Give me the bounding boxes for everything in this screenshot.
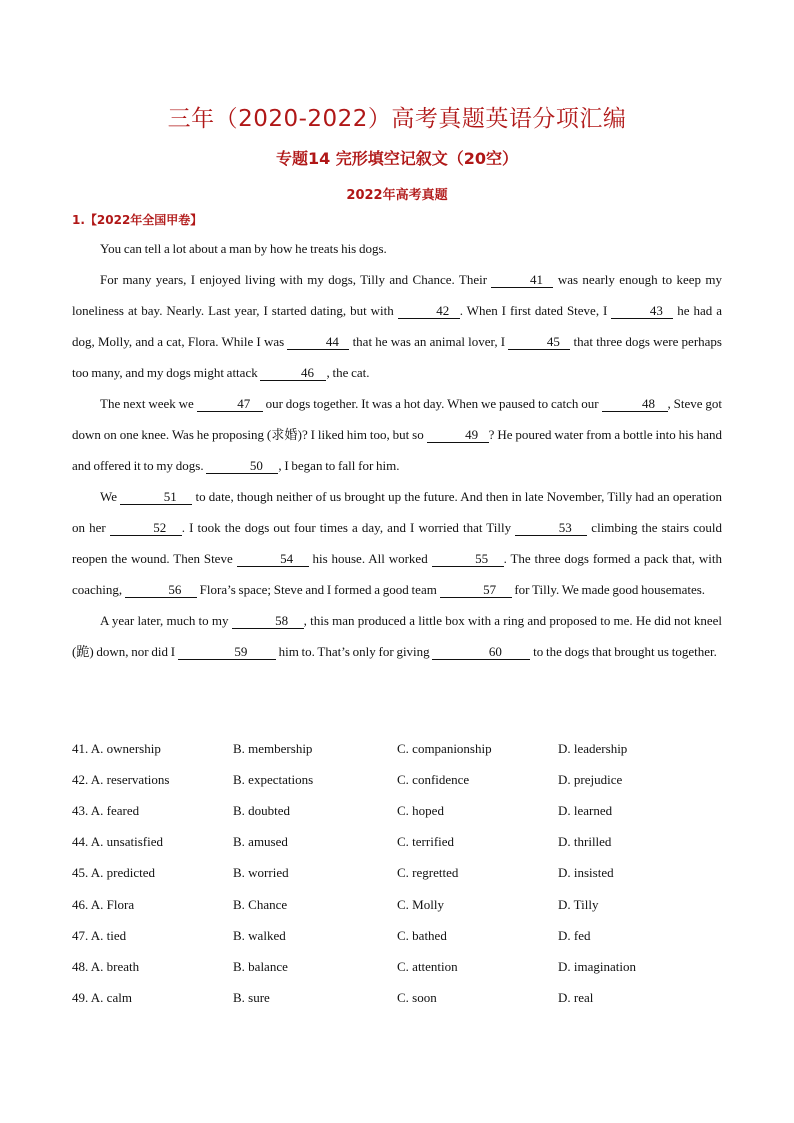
option-d[interactable]: D. real xyxy=(558,990,594,1006)
option-d[interactable]: D. Tilly xyxy=(558,896,599,912)
blank-47[interactable]: 47 xyxy=(197,397,263,412)
option-c[interactable]: C. confidence xyxy=(397,771,470,787)
section-heading: 2022年高考真题 xyxy=(346,188,448,203)
option-a[interactable]: 46. A. Flora xyxy=(72,896,135,912)
option-d[interactable]: D. learned xyxy=(558,802,613,818)
paragraph-text: him to. That’s only for giving xyxy=(275,644,433,659)
option-row-42 xyxy=(72,764,722,795)
blank-55[interactable]: 55 xyxy=(432,552,504,567)
option-c[interactable]: C. hoped xyxy=(397,802,444,818)
option-c[interactable]: C. soon xyxy=(397,990,437,1006)
option-c[interactable]: C. attention xyxy=(397,958,458,974)
blank-60[interactable]: 60 xyxy=(432,645,530,660)
document-title: 三年（2020-2022）高考真题英语分项汇编 xyxy=(167,106,627,132)
option-row-48 xyxy=(72,951,722,982)
option-b[interactable]: B. membership xyxy=(233,740,313,756)
document-subtitle: 专题14 完形填空记叙文（20空） xyxy=(275,149,519,168)
paragraph-text: his house. All worked xyxy=(308,551,432,566)
option-d[interactable]: D. insisted xyxy=(558,865,614,881)
paragraph-text: he had a dog, Molly, and a cat, Flora. While I was xyxy=(72,303,722,349)
option-b[interactable]: B. balance xyxy=(233,958,288,974)
blank-49[interactable]: 49 xyxy=(427,428,489,443)
paragraph-text: to the dogs that brought us together. xyxy=(530,644,717,659)
paragraph-5 xyxy=(72,605,722,667)
option-row-45 xyxy=(72,858,722,889)
paragraph-4 xyxy=(72,481,722,605)
option-row-46 xyxy=(72,889,722,920)
paragraph-text: , the cat. xyxy=(326,365,370,380)
blank-52[interactable]: 52 xyxy=(110,521,182,536)
blank-58[interactable]: 58 xyxy=(232,614,304,629)
blank-46[interactable]: 46 xyxy=(260,366,326,381)
blank-45[interactable]: 45 xyxy=(508,335,570,350)
option-b[interactable]: B. amused xyxy=(233,834,288,850)
option-c[interactable]: C. Molly xyxy=(397,896,444,912)
option-d[interactable]: D. imagination xyxy=(558,958,636,974)
option-row-41 xyxy=(72,733,722,764)
option-a[interactable]: 45. A. predicted xyxy=(72,865,156,881)
option-row-49 xyxy=(72,983,722,1014)
option-d[interactable]: D. prejudice xyxy=(558,771,623,787)
blank-44[interactable]: 44 xyxy=(287,335,349,350)
option-a[interactable]: 43. A. feared xyxy=(72,802,140,818)
option-a[interactable]: 48. A. breath xyxy=(72,958,140,974)
blank-59[interactable]: 59 xyxy=(178,645,276,660)
option-c[interactable]: C. bathed xyxy=(397,927,447,943)
option-a[interactable]: 41. A. ownership xyxy=(72,740,161,756)
blank-54[interactable]: 54 xyxy=(237,552,309,567)
option-b[interactable]: B. sure xyxy=(233,990,270,1006)
blank-53[interactable]: 53 xyxy=(515,521,587,536)
paragraph-text: . I took the dogs out four times a day, and I worried that Tilly xyxy=(181,520,516,535)
option-c[interactable]: C. regretted xyxy=(397,865,459,881)
option-b[interactable]: B. walked xyxy=(233,927,286,943)
option-row-47 xyxy=(72,920,722,951)
blank-57[interactable]: 57 xyxy=(440,583,512,598)
paragraph-text: You can tell a lot about a man by how he treats his dogs. xyxy=(100,241,387,256)
paragraph-text: , I began to fall for him. xyxy=(278,458,400,473)
option-row-44 xyxy=(72,827,722,858)
paragraph-text: that three dogs were perhaps too many, and my dogs might attack xyxy=(72,334,722,380)
blank-56[interactable]: 56 xyxy=(125,583,197,598)
paragraph-3 xyxy=(72,388,722,481)
option-a[interactable]: 49. A. calm xyxy=(72,990,132,1006)
paragraph-text: ? He poured water from a bottle into his hand and offered it to my dogs. xyxy=(72,427,722,473)
paragraph-text: . When I first dated Steve, I xyxy=(459,303,612,318)
option-c[interactable]: C. companionship xyxy=(397,740,492,756)
option-b[interactable]: B. worried xyxy=(233,865,289,881)
option-a[interactable]: 44. A. unsatisfied xyxy=(72,834,163,850)
option-row-43 xyxy=(72,795,722,826)
question-label: 1.【2022年全国甲卷】 xyxy=(72,213,203,227)
paragraph-text: We xyxy=(100,489,121,504)
paragraph-text: For many years, I enjoyed living with my dogs, Tilly and Chance. Their xyxy=(100,272,492,287)
paragraph-text: The next week we xyxy=(100,396,197,411)
blank-50[interactable]: 50 xyxy=(206,459,278,474)
option-b[interactable]: B. expectations xyxy=(233,771,314,787)
blank-41[interactable]: 41 xyxy=(491,273,553,288)
blank-48[interactable]: 48 xyxy=(602,397,668,412)
paragraph-2 xyxy=(72,264,722,388)
paragraph-text: , this man produced a little box with a ring and proposed to me. He did not kneel (跪) down, nor did I xyxy=(72,613,722,659)
option-b[interactable]: B. Chance xyxy=(233,896,288,912)
option-d[interactable]: D. leadership xyxy=(558,740,628,756)
paragraph-text: Flora’s space; Steve and I formed a good team xyxy=(196,582,440,597)
paragraph-text: . The three dogs formed a pack that, with coaching, xyxy=(72,551,722,597)
paragraph-text: to date, though neither of us brought up the future. And then in late November, Tilly had an operation on her xyxy=(72,489,723,535)
option-a[interactable]: 47. A. tied xyxy=(72,927,127,943)
paragraph-text: climbing the stairs could reopen the wound. Then Steve xyxy=(72,520,722,566)
paragraph-text: was nearly enough to keep my loneliness at bay. Nearly. Last year, I started dating, but with xyxy=(72,272,722,318)
answer-options xyxy=(72,733,722,1014)
paragraph-text: our dogs together. It was a hot day. When we paused to catch our xyxy=(262,396,602,411)
option-c[interactable]: C. terrified xyxy=(397,834,455,850)
paragraph-text: for Tilly. We made good housemates. xyxy=(511,582,706,597)
paragraph-text: , Steve got down on one knee. Was he proposing (求婚)? I liked him too, but so xyxy=(72,396,722,442)
paragraph-text: A year later, much to my xyxy=(100,613,232,628)
blank-43[interactable]: 43 xyxy=(611,304,673,319)
option-d[interactable]: D. thrilled xyxy=(558,834,612,850)
paragraph-1 xyxy=(72,233,722,264)
cloze-passage xyxy=(72,233,722,667)
blank-42[interactable]: 42 xyxy=(398,304,460,319)
option-a[interactable]: 42. A. reservations xyxy=(72,771,170,787)
paragraph-text: that he was an animal lover, I xyxy=(349,334,509,349)
blank-51[interactable]: 51 xyxy=(120,490,192,505)
option-d[interactable]: D. fed xyxy=(558,927,591,943)
option-b[interactable]: B. doubted xyxy=(233,802,291,818)
